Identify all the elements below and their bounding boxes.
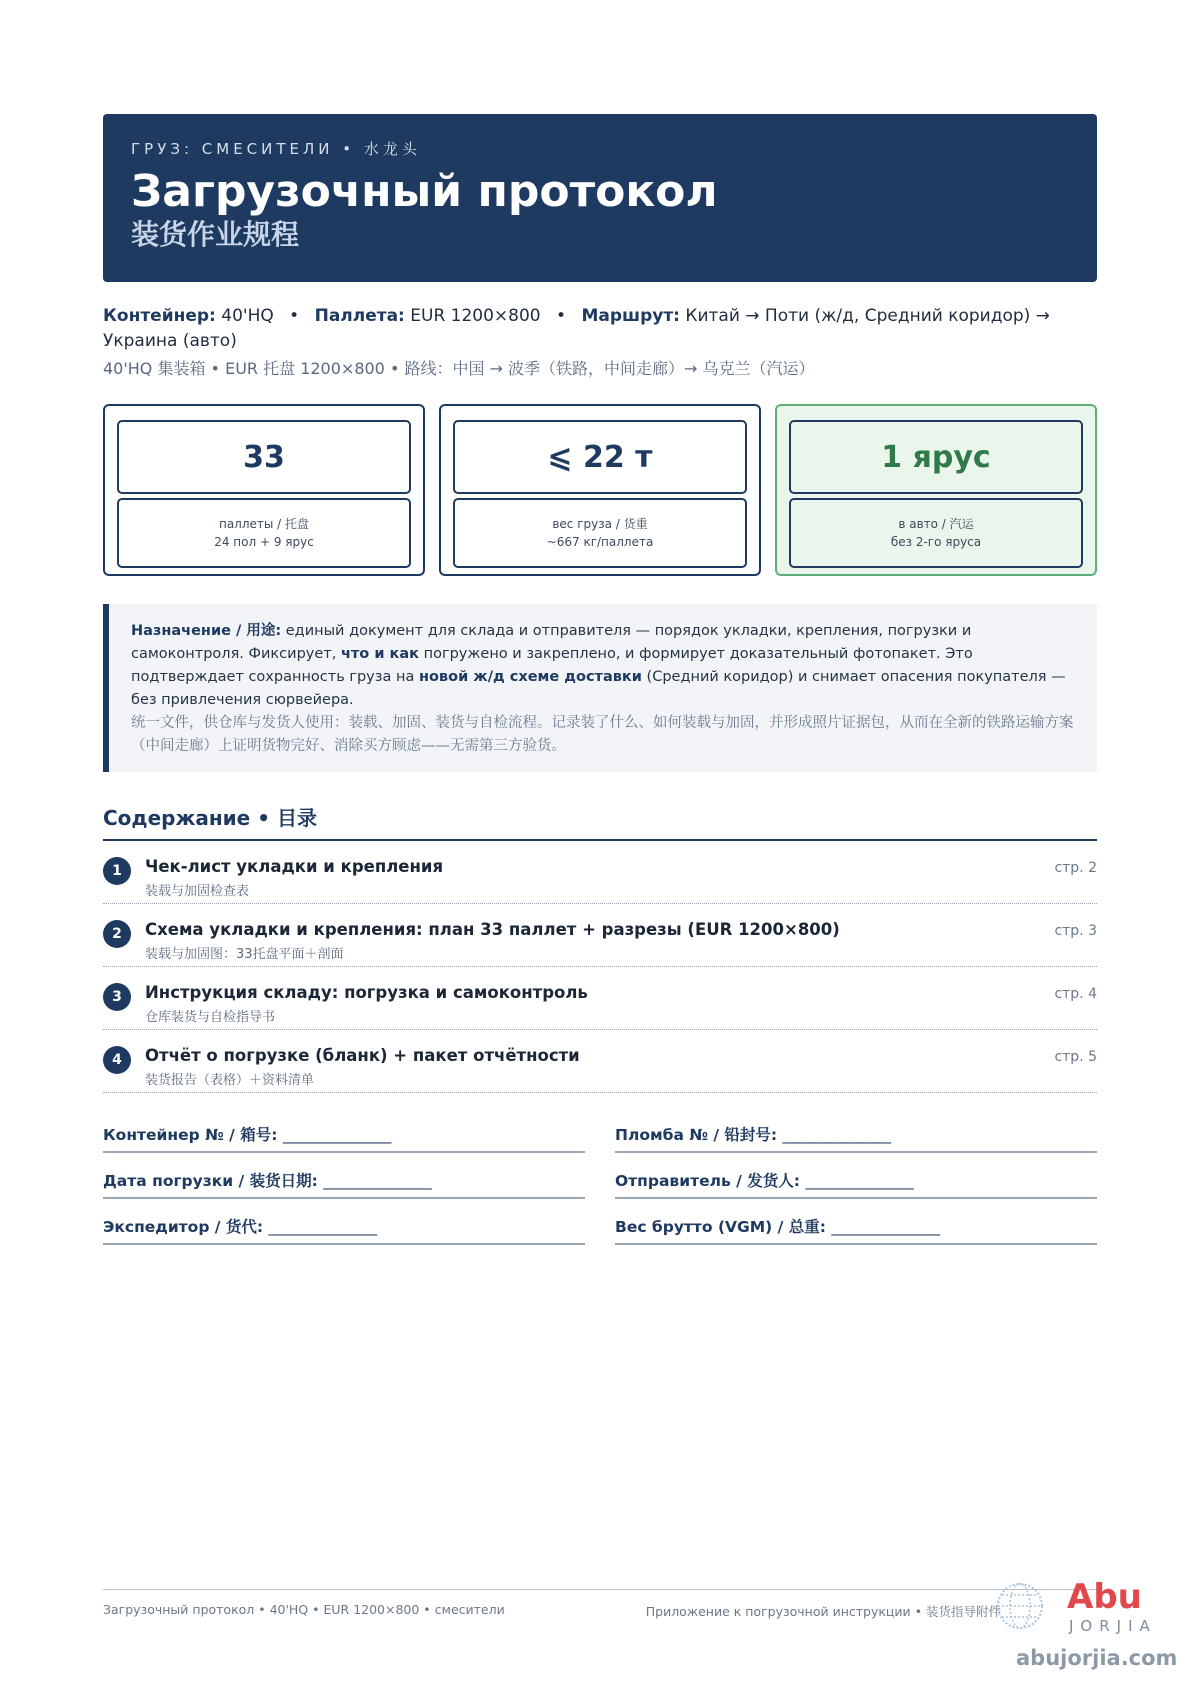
purpose-text: погружено и закреплено, и формирует доказательный фотопакет. Это подтверждает сохранность груза на <box>131 646 973 685</box>
meta-separator: • <box>556 306 567 326</box>
purpose-text: единый документ для склада и отправителя — порядок укладки, крепления, погрузки и самоконтроля. Фиксирует, <box>131 623 972 662</box>
field-blank[interactable]: ______________ <box>831 1218 940 1236</box>
field-blank[interactable]: ______________ <box>805 1172 914 1190</box>
forwarder-field[interactable] <box>103 1215 585 1245</box>
stat-cards <box>103 404 1097 576</box>
page-subtitle: 装货作业规程 <box>131 218 300 251</box>
toc-subtitle: 仓库装货与自检指导书 <box>145 1010 276 1025</box>
toc-number: 3 <box>103 983 131 1011</box>
stat-value: 1 ярус <box>789 420 1083 494</box>
toc-number: 4 <box>103 1046 131 1074</box>
footer-right: Приложение к погрузочной инструкции • 装货指导附件 <box>645 1604 1001 1619</box>
globe-icon <box>995 1581 1045 1631</box>
toc-item[interactable] <box>103 841 1097 904</box>
brand-subname: JORJIA <box>1069 1617 1157 1635</box>
loading-date-field[interactable] <box>103 1169 585 1199</box>
shipment-meta-zh: 40'HQ 集装箱 • EUR 托盘 1200×800 • 路线：中国 → 波季（铁路，中间走廊）→ 乌克兰（汽运） <box>103 359 815 378</box>
purpose-text-zh: 统一文件，供仓库与发货人使用：装载、加固、装货与自检流程。记录装了什么、如何装载与加固，并形成照片证据包，从而在全新的铁路运输方案（中间走廊）上证明货物完好、消除买方顾虑——无需第三方验货。 <box>131 715 1074 754</box>
stat-caption <box>453 498 747 568</box>
stat-caption <box>117 498 411 568</box>
field-blank[interactable]: ______________ <box>268 1218 377 1236</box>
footer-left: Загрузочный протокол • 40'HQ • EUR 1200×800 • смесители <box>103 1602 505 1617</box>
stat-note: 24 пол + 9 ярус <box>214 535 314 549</box>
stat-card-tier <box>775 404 1097 576</box>
stat-value: 33 <box>117 420 411 494</box>
cargo-eyebrow: ГРУЗ: СМЕСИТЕЛИ • 水龙头 <box>131 140 421 158</box>
stat-caption <box>789 498 1083 568</box>
toc-title: Чек-лист укладки и крепления <box>145 857 444 876</box>
toc-title: Схема укладки и крепления: план 33 паллет + разрезы (EUR 1200×800) <box>145 920 840 939</box>
gross-weight-field[interactable] <box>615 1215 1097 1245</box>
toc-page: стр. 4 <box>1054 986 1097 1002</box>
meta-separator: • <box>289 306 300 326</box>
container-label: Контейнер: <box>103 306 216 326</box>
page-footer <box>103 1589 1097 1617</box>
toc-page: стр. 2 <box>1054 860 1097 876</box>
field-label: Экспедитор / 货代: <box>103 1218 264 1236</box>
stat-label: в авто / 汽运 <box>898 517 974 531</box>
route-label: Маршрут: <box>581 306 680 326</box>
stat-note: без 2-го яруса <box>890 535 982 549</box>
purpose-text: (Средний коридор) и снимает опасения покупателя — без привлечения сюрвейера. <box>131 669 1066 708</box>
field-blank[interactable]: ______________ <box>323 1172 432 1190</box>
seal-number-field[interactable] <box>615 1123 1097 1153</box>
container-value: 40'HQ <box>221 306 274 326</box>
stat-label: паллеты / 托盘 <box>218 517 310 531</box>
toc-heading: Содержание • 目录 <box>103 802 1097 841</box>
field-blank[interactable]: ______________ <box>782 1126 892 1144</box>
brand-logo <box>995 1577 1175 1637</box>
toc-page: стр. 5 <box>1054 1049 1097 1065</box>
field-label: Пломба № / 铅封号: <box>615 1126 778 1144</box>
shipper-field[interactable] <box>615 1169 1097 1199</box>
purpose-emphasis: что и как <box>340 646 419 662</box>
stat-value: ⩽ 22 т <box>453 420 747 494</box>
website-link[interactable]: abujorjia.com <box>1016 1646 1178 1670</box>
purpose-note <box>103 604 1097 772</box>
field-label: Вес брутто (VGM) / 总重: <box>615 1218 826 1236</box>
route-value: Китай → Поти (ж/д, Средний коридор) → Украина (авто) <box>103 306 1050 351</box>
document-page <box>103 114 1097 1245</box>
toc-number: 2 <box>103 920 131 948</box>
toc-subtitle: 装载与加固检查表 <box>145 884 250 899</box>
purpose-emphasis: новой ж/д схеме доставки <box>418 669 642 685</box>
header-banner <box>103 114 1097 282</box>
shipment-meta <box>103 304 1097 354</box>
field-label: Отправитель / 发货人: <box>615 1172 800 1190</box>
toc-item[interactable] <box>103 967 1097 1030</box>
toc-subtitle: 装货报告（表格）＋资料清单 <box>145 1073 315 1088</box>
pallet-label: Паллета: <box>314 306 405 326</box>
toc-title: Инструкция складу: погрузка и самоконтроль <box>145 983 588 1002</box>
purpose-label: Назначение / 用途: <box>131 623 282 639</box>
stat-card-pallets <box>103 404 425 576</box>
toc-number: 1 <box>103 857 131 885</box>
stat-note: ~667 кг/паллета <box>546 535 654 549</box>
stat-label: вес груза / 货重 <box>552 517 648 531</box>
field-blank[interactable]: ______________ <box>282 1126 392 1144</box>
toc-title: Отчёт о погрузке (бланк) + пакет отчётности <box>145 1046 580 1065</box>
brand-name: Abu <box>1067 1577 1142 1617</box>
form-fields <box>103 1123 1097 1245</box>
stat-card-weight <box>439 404 761 576</box>
toc-page: стр. 3 <box>1054 923 1097 939</box>
toc-item[interactable] <box>103 1030 1097 1093</box>
pallet-value: EUR 1200×800 <box>410 306 541 326</box>
page-title: Загрузочный протокол <box>131 166 718 217</box>
toc-subtitle: 装载与加固图：33托盘平面＋剖面 <box>145 947 344 962</box>
purpose-text-ru <box>131 620 1077 712</box>
toc-item[interactable] <box>103 904 1097 967</box>
field-label: Дата погрузки / 装货日期: <box>103 1172 318 1190</box>
toc-list <box>103 841 1097 1093</box>
field-label: Контейнер № / 箱号: <box>103 1126 278 1144</box>
container-number-field[interactable] <box>103 1123 585 1153</box>
